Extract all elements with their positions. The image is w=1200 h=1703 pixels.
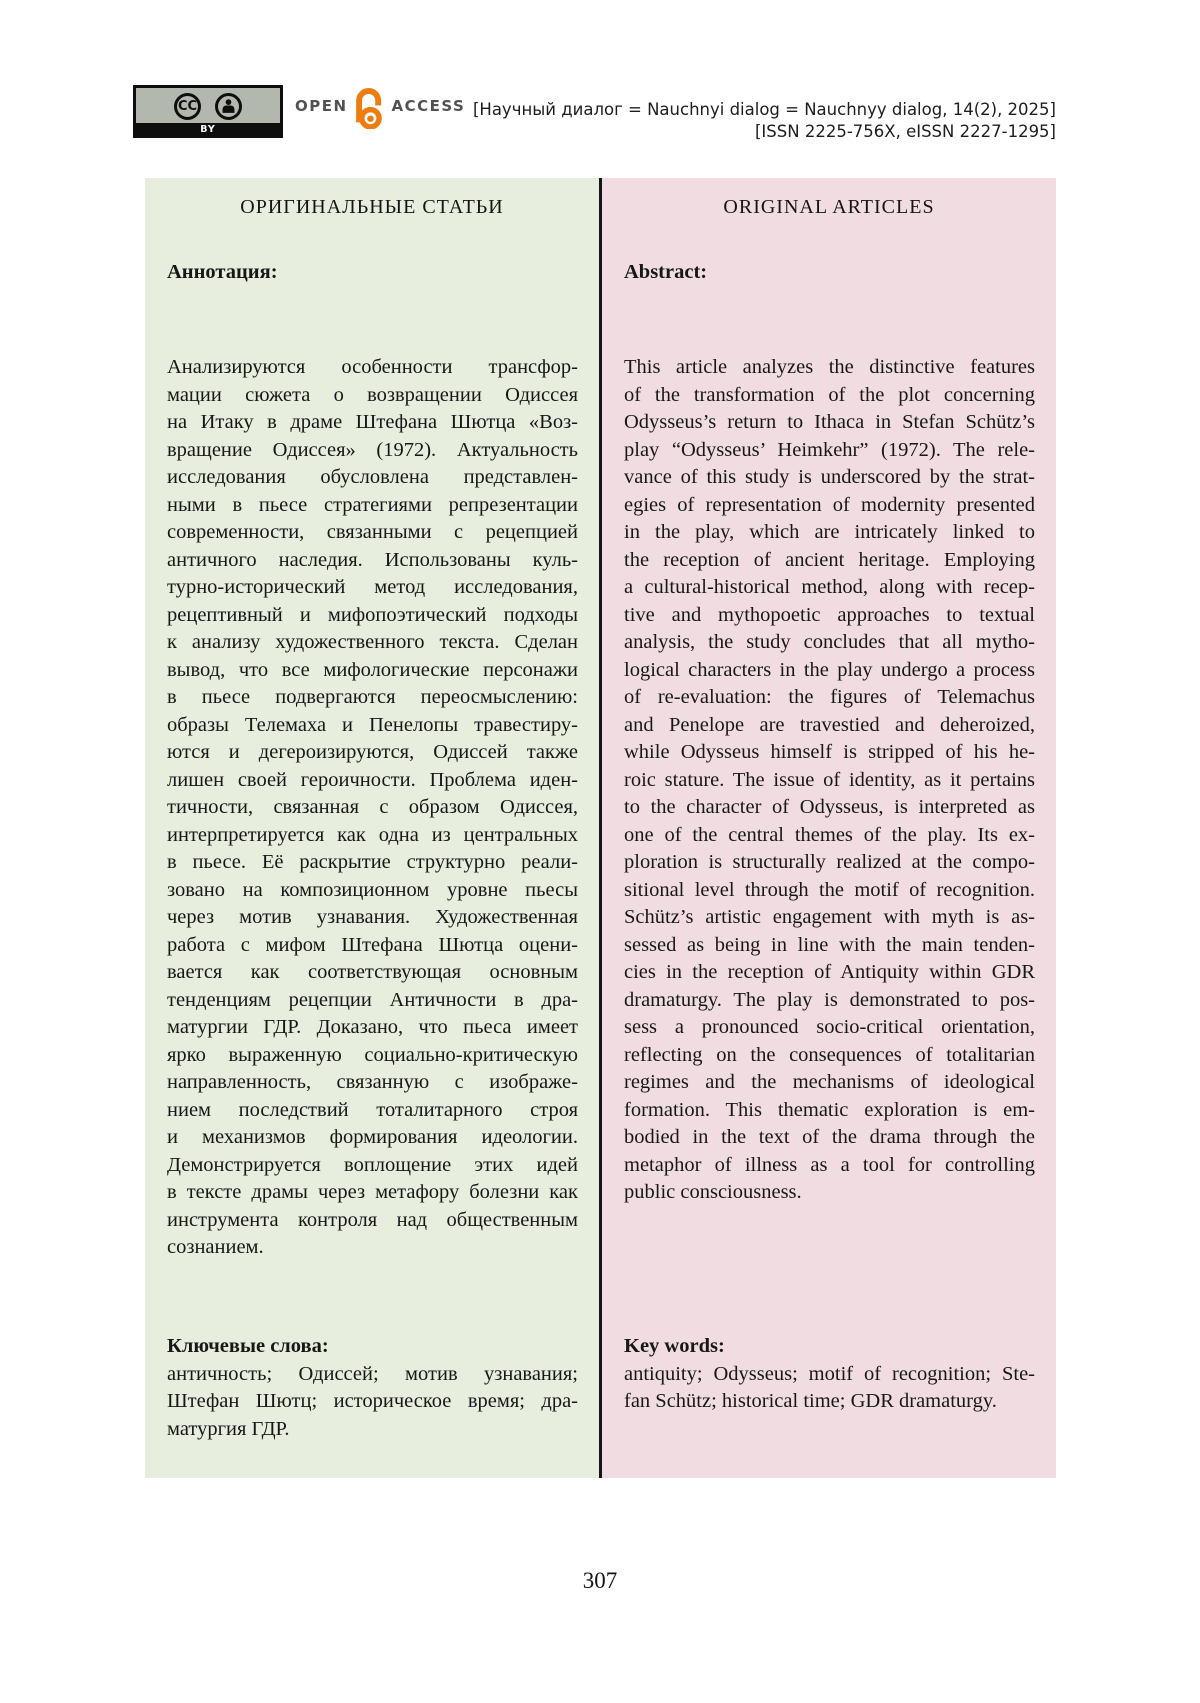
column-russian [145,178,599,1478]
by-label: BY [135,123,281,136]
access-label: ACCESS [391,97,466,115]
open-lock-icon [350,83,390,129]
keywords-label-en: Key words: [624,1335,725,1357]
journal-citation-line-1: [Научный диалог = Nauchnyi dialog = Nauchnyy dialog, 14(2), 2025] [472,100,1056,119]
column-english [602,178,1056,1478]
open-access-logo [295,84,465,128]
keywords-text-en: antiquity; Odysseus; motif of recognition; Ste- fan Schütz; historical time; GDR dramaturgy. [624,1362,1035,1412]
page-number: 307 [582,1568,618,1593]
keywords-block-en [624,1333,1035,1416]
journal-citation [473,99,1056,142]
abstract-two-column-block [145,178,1056,1478]
abstract-label-en: Abstract: [624,261,708,283]
abstract-label-ru: Аннотация: [167,261,278,283]
cc-icon: CC [174,93,201,120]
keywords-block-ru [167,1333,578,1443]
cc-badge-icons [136,88,280,124]
journal-citation-line-2: [ISSN 2225-756X, eISSN 2227-1295] [755,121,1056,141]
person-icon [215,93,242,120]
section-header-en: ORIGINAL ARTICLES [723,196,935,218]
cc-by-license-badge [133,85,283,138]
keywords-text-ru: античность; Одиссей; мотив узнавания; Штефан Шютц; историческое время; дра- матургия ГДР. [167,1362,578,1440]
abstract-text-en: This article analyzes the distinctive features of the transformation of the plot concerning Odysseus’s return to Ithaca in Stefan Schütz’s play “Odysseus’ Heimkehr” (1972). The rele- vance of this study is underscored by the strat- egies of representation of modernity presented in the play, which are intricately linked to the reception of ancient heritage. Employing a cultural-historical method, along with recep- tive and mythopoetic approaches to textual analysis, the study concludes that all mytho- logical characters in the play undergo a process of re-evaluation: the figures of Telemachus and Penelope are travestied and deheroized, while Odysseus himself is stripped of his he- roic stature. The issue of identity, as it pertains to the character of Odysseus, is interpreted as one of the central themes of the play. Its ex- ploration is structurally realized at the compo- sitional level through the motif of recognition. Schütz’s artistic engagement with myth is as- sessed as being in line with the main tenden- cies in the reception of Antiquity within GDR dramaturgy. The play is demonstrated to pos- sess a pronounced socio-critical orientation, reflecting on the consequences of totalitarian regimes and the mechanisms of ideological formation. This thematic exploration is em- bodied in the text of the drama through the metaphor of illness as a tool for controlling public consciousness. [624,356,1035,1203]
section-header-ru: ОРИГИНАЛЬНЫЕ СТАТЬИ [240,196,504,218]
open-label: OPEN [295,97,348,115]
keywords-label-ru: Ключевые слова: [167,1335,329,1357]
abstract-text-ru: Анализируются особенности трансфор- мации сюжета о возвращении Одиссея на Итаку в драме Штефана Шютца «Воз- вращение Одиссея» (1972). Актуальность исследования обусловлена представлен- ными в пьесе стратегиями репрезентации современности, связанными с рецепцией античного наследия. Использованы куль- турно-исторический метод исследования, рецептивный и мифопоэтический подходы к анализу художественного текста. Сделан вывод, что все мифологические персонажи в пьесе подвергаются переосмыслению: образы Телемаха и Пенелопы травестиру- ются и дегероизируются, Одиссей также лишен своей героичности. Проблема иден- тичности, связанная с образом Одиссея, интерпретируется как одна из центральных в пьесе. Её раскрытие структурно реали- зовано на композиционном уровне пьесы через мотив узнавания. Художественная работа с мифом Штефана Шютца оцени- вается как соответствующая основным тенденциям рецепции Античности в дра- матургии ГДР. Доказано, что пьеса имеет ярко выраженную социально-критическую направленность, связанную с изображе- нием последствий тоталитарного строя и механизмов формирования идеологии. Демонстрируется воплощение этих идей в тексте драмы через метафору болезни как инструмента контроля над общественным сознанием. [167,356,578,1258]
